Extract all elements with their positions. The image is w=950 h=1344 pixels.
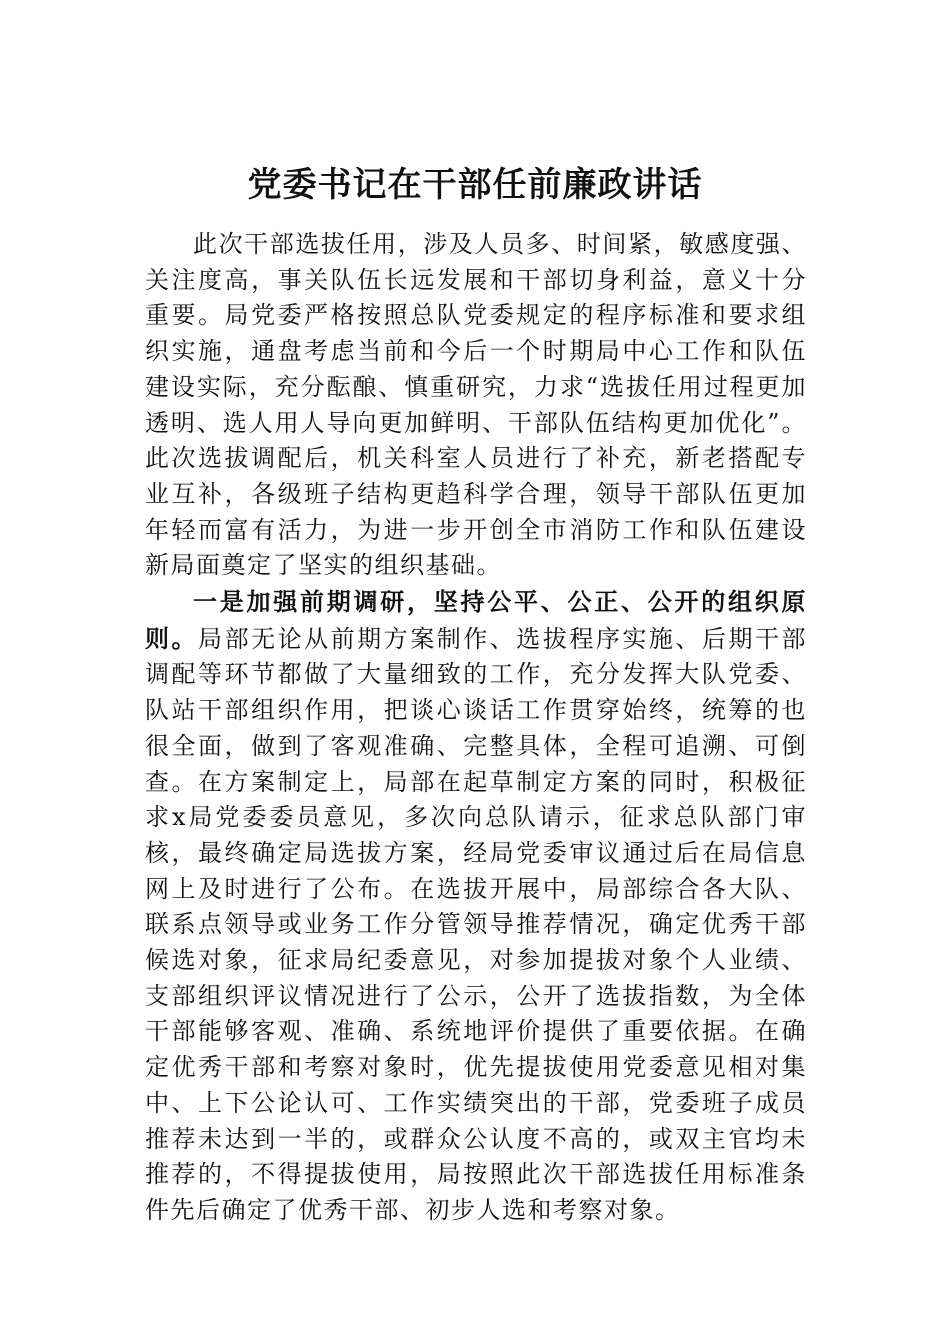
paragraph-text: 局部无论从前期方案制作、选拔程序实施、后期干部调配等环节都做了大量细致的工作，充分发挥大队党委、队站干部组织作用，把谈心谈话工作贯穿始终，统筹的也很全面，做到了客观准确、完整具体，全程可追溯、可倒查。在方案制定上，局部在起草制定方案的同时，积极征求x局党委委员意见，多次向总队请示，征求总队部门审核，最终确定局选拔方案，经局党委审议通过后在局信息网上及时进行了公布。在选拔开展中，局部综合各大队、联系点领导或业务工作分管领导推荐情况，确定优秀干部候选对象，征求局纪委意见，对参加提拔对象个人业绩、支部组织评议情况进行了公示，公开了选拔指数，为全体干部能够客观、准确、系统地评价提供了重要依据。在确定优秀干部和考察对象时，优先提拔使用党委意见相对集中、上下公论认可、工作实绩突出的干部，党委班子成员推荐未达到一半的，或群众公认度不高的，或双主官均未推荐的，不得提拔使用，局按照此次干部选拔任用标准条件先后确定了优秀干部、初步人选和考察对象。 [145, 624, 808, 1224]
document-title: 党委书记在干部任前廉政讲话 [247, 165, 703, 205]
paragraph-point-one [145, 584, 807, 1229]
paragraph-intro [145, 227, 807, 584]
paragraph-text: 此次干部选拔任用，涉及人员多、时间紧，敏感度强、关注度高，事关队伍长远发展和干部切身利益，意义十分重要。局党委严格按照总队党委规定的程序标准和要求组织实施，通盘考虑当前和今后一个时期局中心工作和队伍建设实际，充分酝酿、慎重研究，力求“选拔任用过程更加透明、选人用人导向更加鲜明、干部队伍结构更加优化”。此次选拔调配后，机关科室人员进行了补充，新老搭配专业互补，各级班子结构更趋科学合理，领导干部队伍更加年轻而富有活力，为进一步开创全市消防工作和队伍建设新局面奠定了坚实的组织基础。 [145, 230, 807, 580]
paragraph-lead: 一是加强前期调研，坚持公平、公正、公开的组织原则。 [145, 587, 807, 653]
document-body [145, 227, 807, 1229]
